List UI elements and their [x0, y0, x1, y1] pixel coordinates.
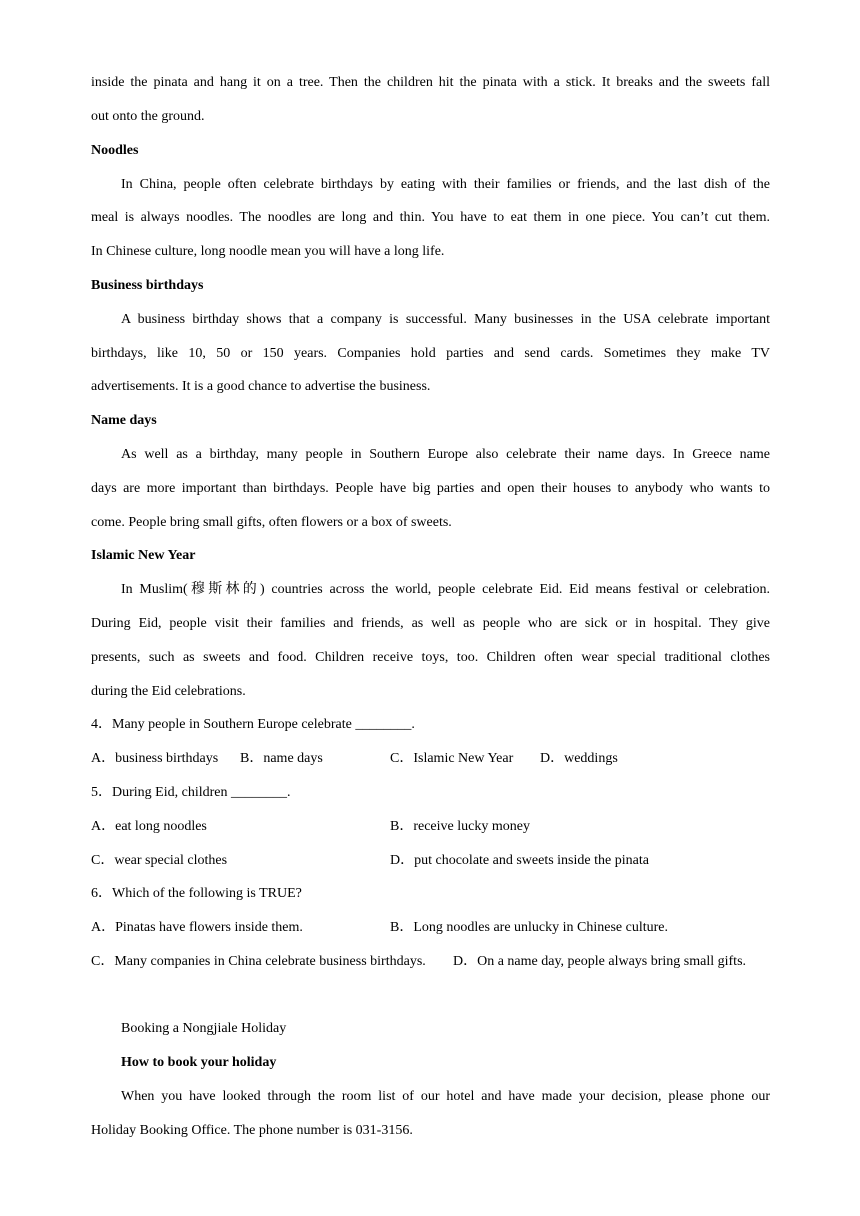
section-heading-how-to-book: How to book your holiday — [121, 1055, 277, 1070]
question-5-stem: 5．During Eid, children ________. — [91, 785, 291, 800]
section-heading-business-birthdays: Business birthdays — [91, 278, 204, 293]
paragraph-line: presents, such as sweets and food. Children receive toys, too. Children often wear special traditional clothes — [91, 650, 770, 665]
paragraph-line: days are more important than birthdays. People have big parties and open their houses to anybody who wants to — [91, 481, 770, 496]
question-5-option-b[interactable]: B．receive lucky money — [390, 819, 530, 834]
question-4-stem: 4．Many people in Southern Europe celebrate ________. — [91, 717, 415, 732]
paragraph-line: In Muslim(穆斯林的) countries across the world, people celebrate Eid. Eid means festival or celebration. — [121, 582, 770, 597]
question-4-option-d[interactable]: D．weddings — [540, 751, 618, 766]
question-4-option-a[interactable]: A．business birthdays — [91, 751, 219, 766]
section-heading-islamic-new-year: Islamic New Year — [91, 548, 196, 563]
section-heading-name-days: Name days — [91, 413, 157, 428]
passage-title: Booking a Nongjiale Holiday — [121, 1021, 287, 1036]
question-4-option-c[interactable]: C．Islamic New Year — [390, 751, 514, 766]
paragraph-line: As well as a birthday, many people in Southern Europe also celebrate their name days. In Greece name — [121, 447, 770, 462]
paragraph-line: A business birthday shows that a company is successful. Many businesses in the USA celebrate important — [121, 312, 770, 327]
question-6-option-c[interactable]: C．Many companies in China celebrate business birthdays. — [91, 954, 426, 969]
question-6-option-d[interactable]: D．On a name day, people always bring small gifts. — [453, 954, 747, 969]
paragraph-line: come. People bring small gifts, often flowers or a box of sweets. — [91, 515, 452, 530]
paragraph-line: When you have looked through the room list of our hotel and have made your decision, please phone our — [121, 1089, 770, 1104]
paragraph-line: During Eid, people visit their families and friends, as well as people who are sick or in hospital. They give — [91, 616, 770, 631]
question-6-option-b[interactable]: B．Long noodles are unlucky in Chinese culture. — [390, 920, 668, 935]
question-6-option-a[interactable]: A．Pinatas have flowers inside them. — [91, 920, 303, 935]
paragraph-line: inside the pinata and hang it on a tree. Then the children hit the pinata with a stick. It breaks and the sweets fall — [91, 75, 770, 90]
paragraph-line: advertisements. It is a good chance to advertise the business. — [91, 379, 431, 394]
question-4-option-b[interactable]: B．name days — [240, 751, 323, 766]
paragraph-line: In China, people often celebrate birthdays by eating with their families or friends, and the last dish of the — [121, 177, 770, 192]
question-5-option-a[interactable]: A．eat long noodles — [91, 819, 207, 834]
question-5-option-c[interactable]: C．wear special clothes — [91, 853, 228, 868]
paragraph-line: during the Eid celebrations. — [91, 684, 246, 699]
paragraph-line: out onto the ground. — [91, 109, 205, 124]
paragraph-line: Holiday Booking Office. The phone number is 031-3156. — [91, 1123, 413, 1138]
paragraph-line: birthdays, like 10, 50 or 150 years. Companies hold parties and send cards. Sometimes they make TV — [91, 346, 770, 361]
section-heading-noodles: Noodles — [91, 143, 139, 158]
paragraph-line: In Chinese culture, long noodle mean you will have a long life. — [91, 244, 445, 259]
question-6-stem: 6．Which of the following is TRUE? — [91, 886, 302, 901]
question-5-option-d[interactable]: D．put chocolate and sweets inside the pinata — [390, 853, 649, 868]
paragraph-line: meal is always noodles. The noodles are long and thin. You have to eat them in one piece. You can’t cut them. — [91, 210, 770, 225]
